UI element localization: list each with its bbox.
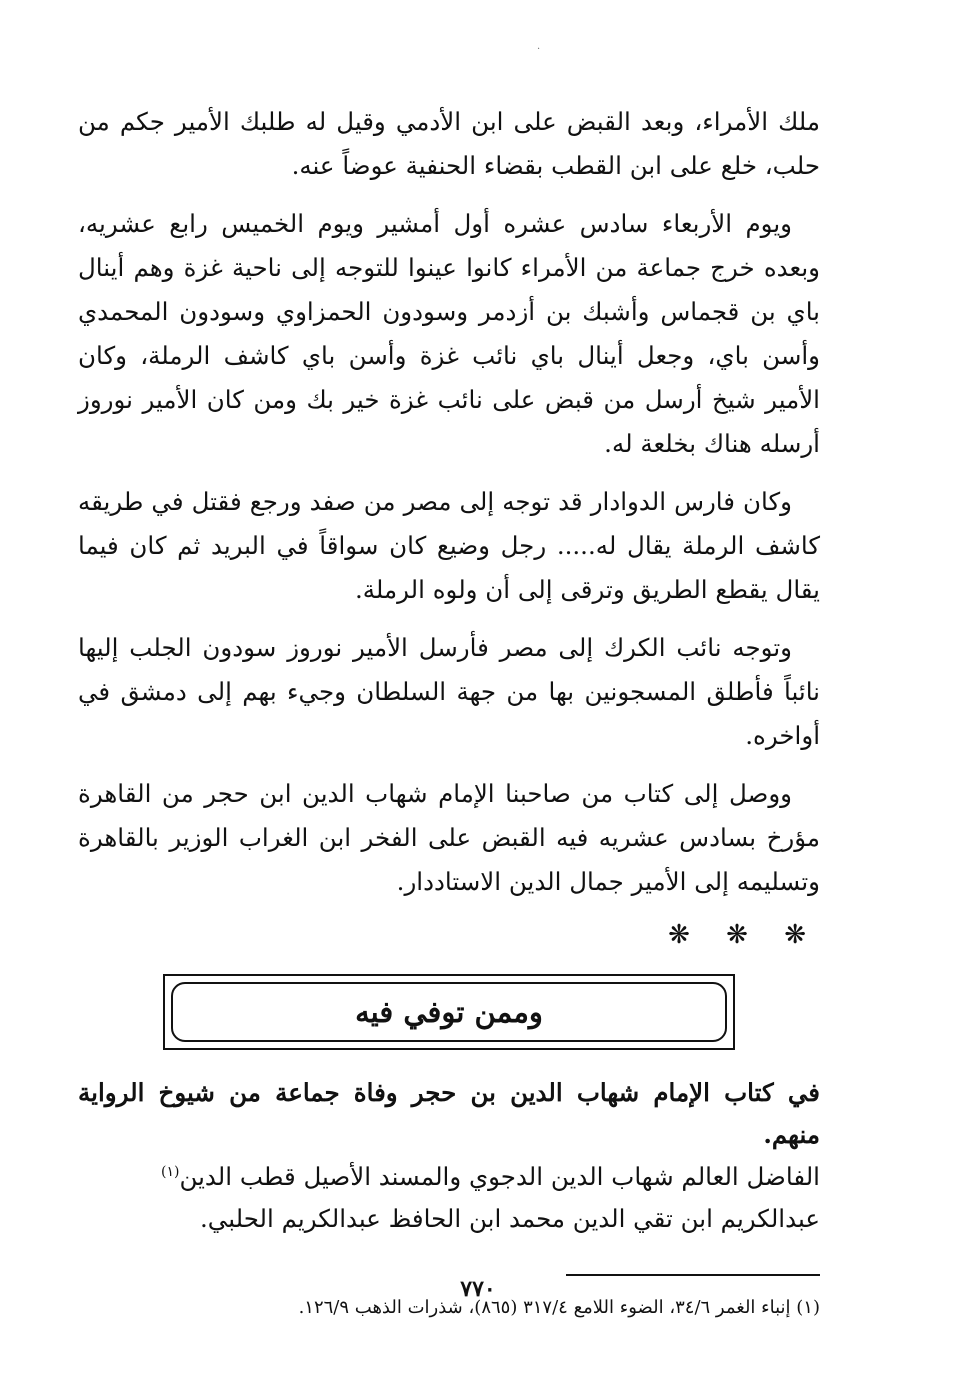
footnote-text: (١) إنباء الغمر ٣٤/٦، الضوء اللامع ٣١٧/٤ (٨٦٥)، شذرات الذهب ١٢٦/٩. — [298, 1297, 820, 1318]
page-body — [78, 100, 820, 1340]
paragraph-2: ويوم الأربعاء سادس عشره أول أمشير ويوم الخميس رابع عشريه، وبعده خرج جماعة من الأمراء كانوا عينوا للتوجه إلى ناحية غزة وهم أينال باي بن قجماس وأشبك بن أزدمر وسودون الحمزاوي وسودون المحمدي وأسن باي، وجعل أينال باي نائب غزة وأسن باي كاشف الرملة، وكان الأمير شيخ أرسل من قبض على نائب غزة خير بك ومن كان الأمير نوروز أرسله هناك بخلعة له. — [78, 209, 820, 458]
footnote-reference[interactable]: (١) — [160, 1163, 180, 1180]
biography-text-1: الفاضل العالم شهاب الدين الدجوي والمسند الأصيل قطب الدين — [179, 1162, 820, 1191]
lead-paragraph: في كتاب الإمام شهاب الدين بن حجر وفاة جماعة من شيوخ الرواية منهم. — [78, 1078, 820, 1149]
section-title-frame — [163, 974, 735, 1050]
scan-mark: · — [537, 44, 541, 55]
section-divider-ornament: ❋ ❋ ❋ — [668, 920, 820, 950]
page-number: ٧٧٠ — [460, 1276, 496, 1302]
biography-line-2: عبدالكريم ابن تقي الدين محمد ابن الحافظ عبدالكريم الحلبي. — [199, 1204, 820, 1233]
section-title-inner-frame — [171, 982, 727, 1042]
paragraph-3: وكان فارس الدوادار قد توجه إلى مصر من صفد ورجع فقتل في طريقه كاشف الرملة يقال له..... رجل وضيع كان سواقاً في البريد ثم كان فيما يقال يقطع الطريق وترقى إلى أن ولوه الرملة. — [78, 487, 820, 604]
paragraph-5: ووصل إلى كتاب من صاحبنا الإمام شهاب الدين ابن حجر من القاهرة مؤرخ بسادس عشريه فيه القبض على الفخر ابن الغراب الوزير بالقاهرة وتسليمه إلى الأمير جمال الدين الاستاددار. — [78, 779, 820, 896]
paragraph-4: وتوجه نائب الكرك إلى مصر فأرسل الأمير نوروز سودون الجلب إليها نائباً فأطلق المسجونين بها من جهة السلطان وجيء بهم إلى دمشق في أواخره. — [78, 633, 820, 750]
biography-line-1 — [78, 1156, 820, 1198]
paragraph-1: ملك الأمراء، وبعد القبض على ابن الأدمي وقيل له طلبك الأمير جكم من حلب، خلع على ابن القطب بقضاء الحنفية عوضاً عنه. — [78, 107, 820, 180]
section-title: وممن توفي فيه — [355, 995, 543, 1029]
